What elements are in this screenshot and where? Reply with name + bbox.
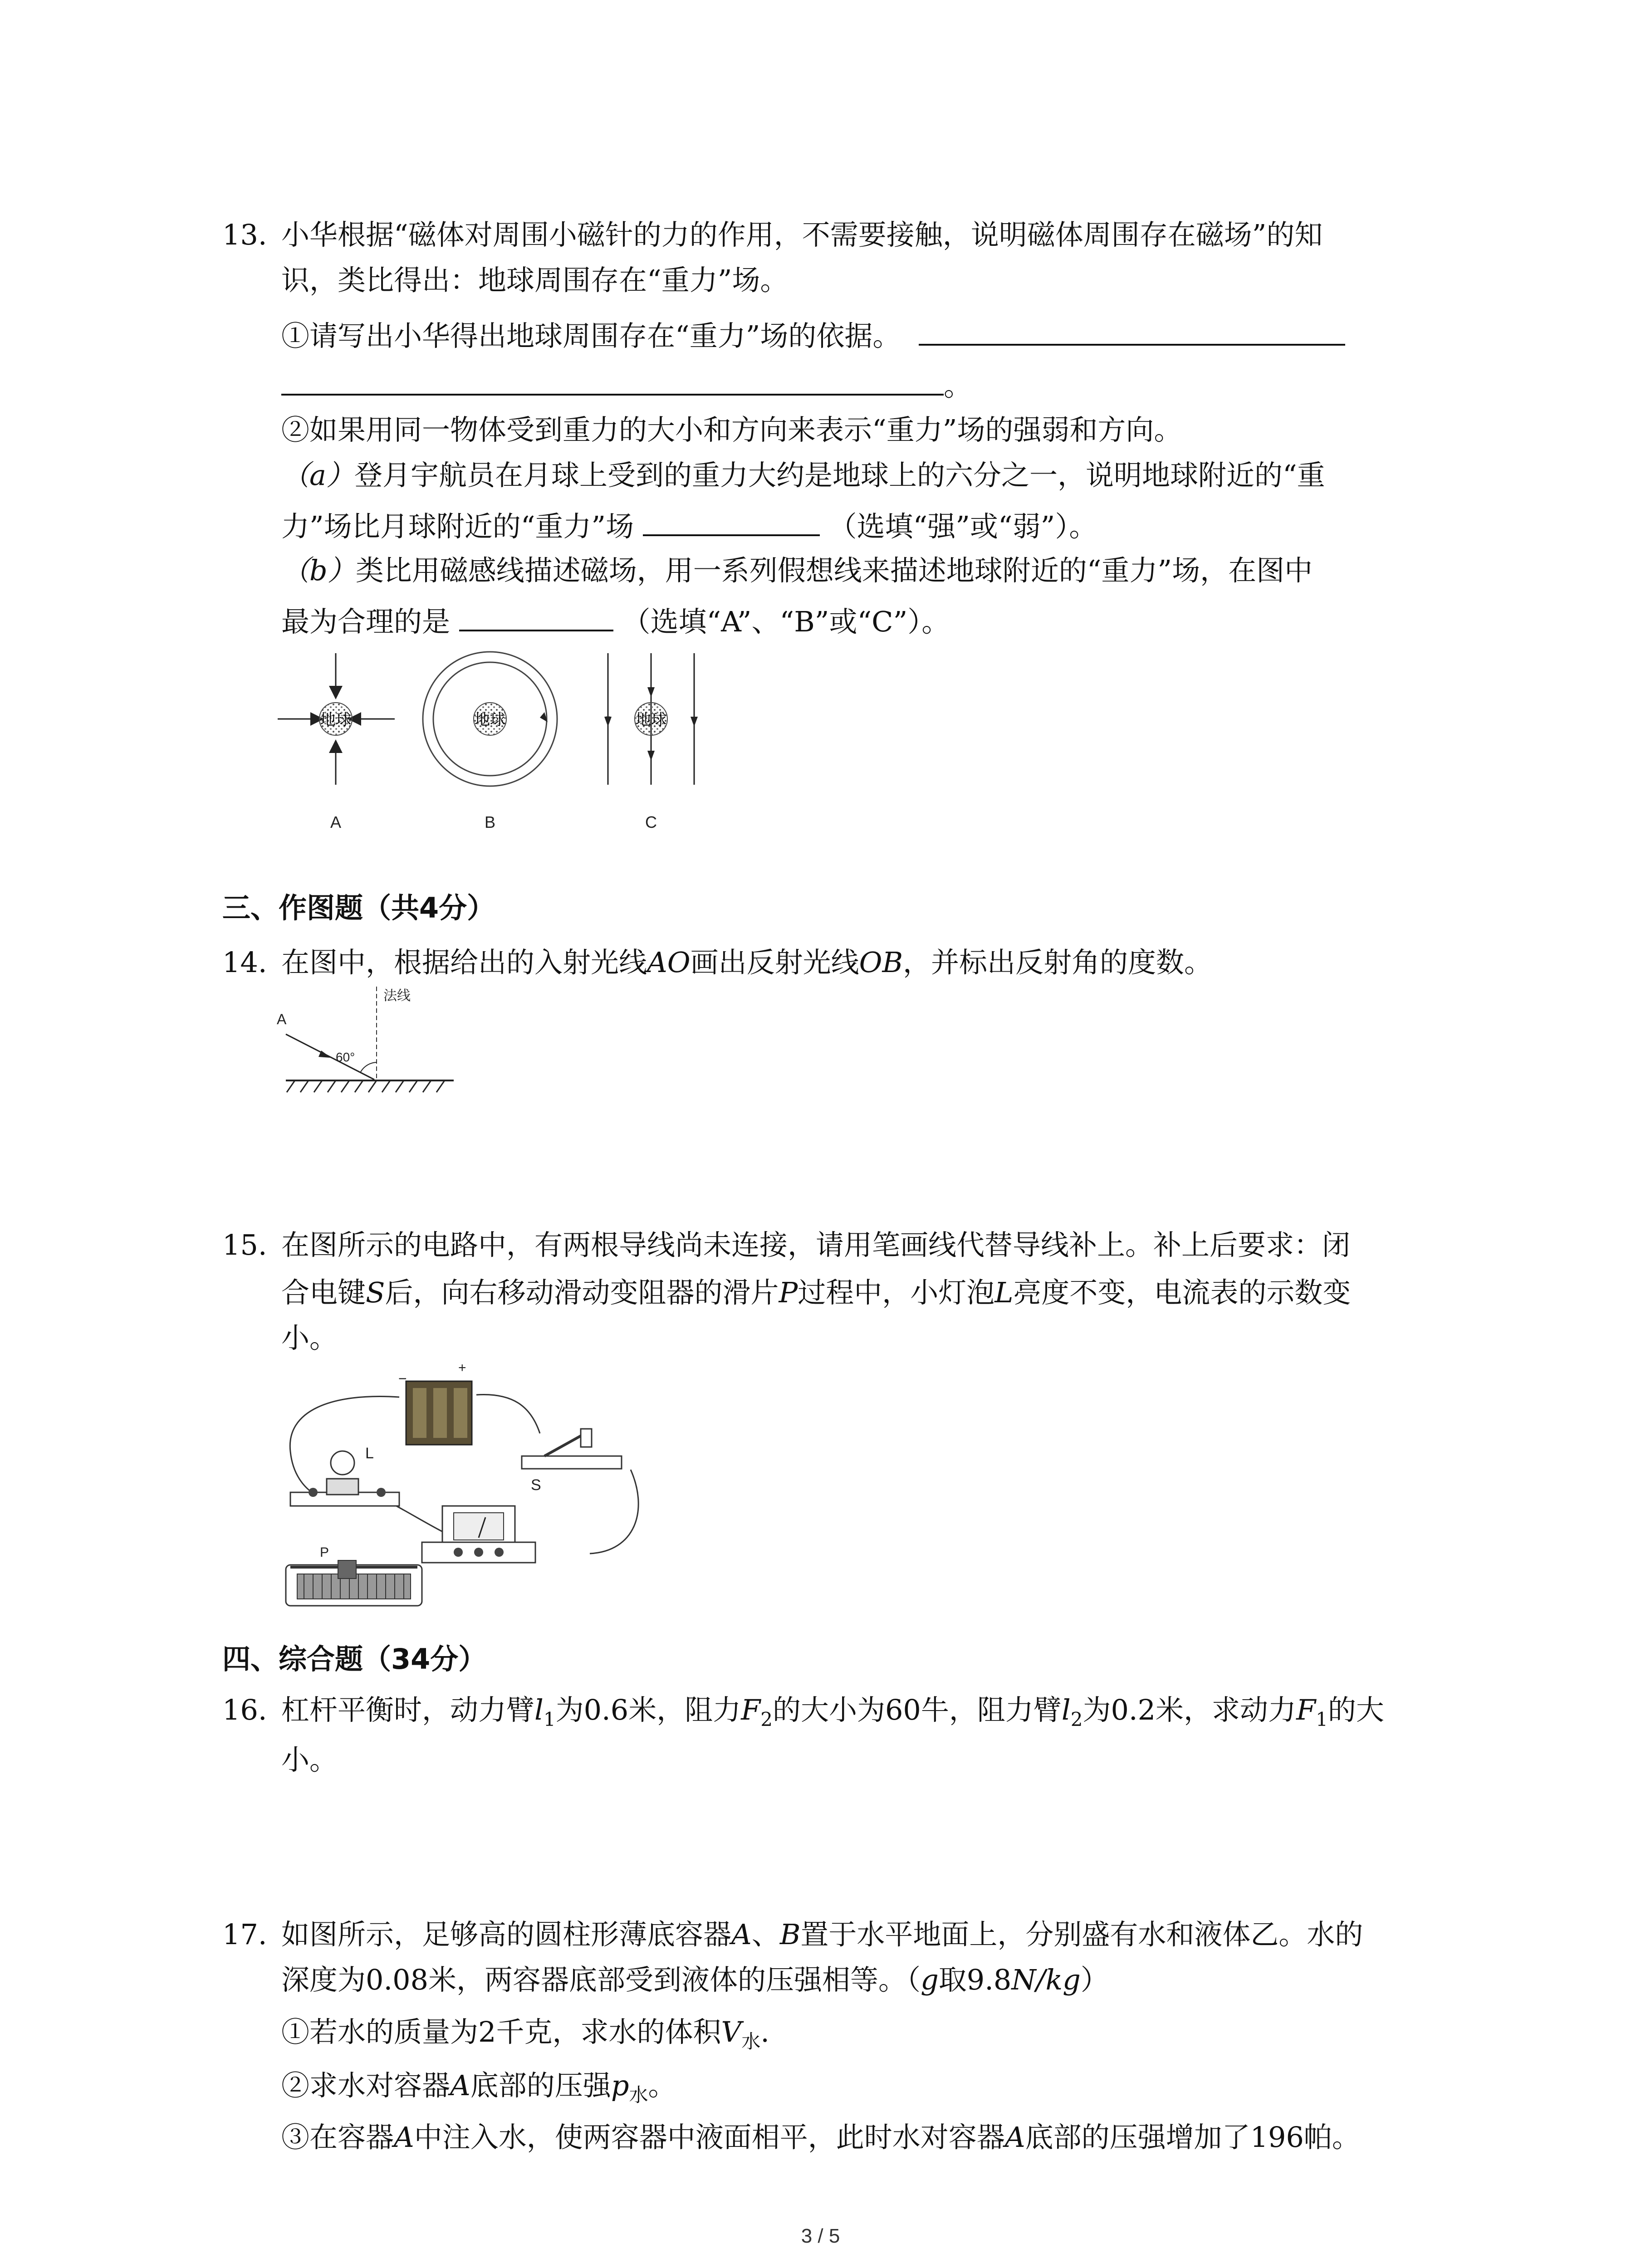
q16-t2: 为0.6米，阻力 — [555, 1693, 741, 1726]
rheostat — [286, 1545, 422, 1606]
q17-p3-text-b: 中注入水，使两容器中液面相平，此时水对容器 — [414, 2121, 1005, 2154]
q13-b-line2 — [281, 602, 950, 640]
q17-sep: 、 — [751, 1918, 780, 1951]
q16-l1: l — [534, 1693, 544, 1726]
q17-g: g — [921, 1963, 939, 1996]
q17-p1-text: ①若水的质量为2千克，求水的体积 — [281, 2015, 721, 2048]
q15-line2 — [281, 1275, 1351, 1311]
q13-b-text3: （选填“A”、“B”或“C”）。 — [622, 605, 950, 638]
q13-a-line2 — [281, 507, 1097, 545]
q17-p3-text-c: 底部的压强增加了196帕。 — [1025, 2121, 1360, 2154]
q15-s: S — [366, 1276, 385, 1309]
q15-number: 15. — [222, 1228, 267, 1261]
q16-t5: 的大 — [1327, 1693, 1384, 1726]
q13-answer-blank-1[interactable] — [919, 317, 1345, 346]
q16-t3: 的大小为60牛，阻力臂 — [772, 1693, 1062, 1726]
q17-part1 — [281, 2014, 769, 2060]
q13-b-answer-blank[interactable] — [459, 602, 613, 631]
q15-line2-a: 合电键 — [281, 1276, 366, 1309]
q13-b-line1 — [281, 552, 1313, 589]
normal-label: 法线 — [383, 988, 411, 1003]
figure-b — [423, 652, 557, 831]
q17-p2-text-b: 底部的压强 — [470, 2069, 611, 2102]
battery — [398, 1361, 472, 1445]
q14-text-post: ，并标出反射角的度数。 — [903, 946, 1213, 979]
q16-l2-sub: 2 — [1070, 1708, 1083, 1730]
switch — [522, 1429, 622, 1494]
q17-line1-a: 如图所示，足够高的圆柱形薄底容器 — [281, 1918, 732, 1951]
q17-line2-c: ） — [1080, 1963, 1109, 1996]
q17-line2-b: 取9.8 — [938, 1963, 1012, 1996]
q17-line1-b: 置于水平地面上，分别盛有水和液体乙。水的 — [800, 1918, 1363, 1951]
q16-number: 16. — [222, 1693, 267, 1726]
figure-c — [604, 653, 698, 831]
q13-b-label: （b） — [281, 554, 356, 587]
q16-f2: F — [741, 1693, 761, 1726]
q13-part1 — [281, 317, 1345, 354]
q13-part2: ②如果用同一物体受到重力的大小和方向来表示“重力”场的强弱和方向。 — [281, 413, 1182, 446]
q17-p1-end: . — [760, 2015, 769, 2048]
q14-ob: OB — [859, 946, 903, 979]
q13-number: 13. — [222, 218, 267, 251]
q17-p3-a2: A — [1004, 2121, 1025, 2154]
q14-text-mid: 画出反射光线 — [690, 946, 859, 979]
q13-text-line2: 识，类比得出：地球周围存在“重力”场。 — [281, 264, 789, 297]
q14-number: 14. — [222, 946, 267, 979]
slider-label: P — [320, 1545, 329, 1560]
q16-f1: F — [1296, 1693, 1316, 1726]
q15-line2-b: 后，向右移动滑动变阻器的滑片 — [385, 1276, 779, 1309]
q17-unit: N/kg — [1011, 1963, 1081, 1996]
earth-label-b: 地球 — [475, 711, 505, 728]
q14-ao: AO — [647, 946, 691, 979]
section-3-title: 三、作图题（共4分） — [222, 891, 495, 924]
battery-minus: − — [398, 1370, 407, 1387]
q15-p: P — [779, 1276, 798, 1309]
q15-line3: 小。 — [281, 1321, 338, 1354]
q16-f2-sub: 2 — [760, 1708, 773, 1730]
q14-text — [281, 944, 1212, 981]
figure-label-c: C — [645, 813, 657, 831]
point-a-label: A — [277, 1011, 287, 1027]
q13-a-text1: 登月宇航员在月球上受到的重力大约是地球上的六分之一，说明地球附近的“重 — [354, 459, 1325, 492]
q17-pw: p — [611, 2069, 629, 2102]
q17-line2-a: 深度为0.08米，两容器底部受到液体的压强相等。（ — [281, 1963, 921, 1996]
q17-container-a: A — [731, 1918, 752, 1951]
q16-l1-sub: 1 — [543, 1708, 556, 1730]
q13-part1-end: 。 — [944, 369, 972, 402]
q13-a-label: （a） — [281, 459, 354, 492]
q17-line2 — [281, 1962, 1109, 1998]
q16-t1: 杠杆平衡时，动力臂 — [281, 1693, 535, 1726]
q17-p2-end: 。 — [648, 2069, 676, 2102]
q13-part1-text: ①请写出小华得出地球周围存在“重力”场的依据。 — [281, 319, 901, 352]
q15-line2-c: 过程中，小灯泡 — [798, 1276, 995, 1309]
q17-p3-a1: A — [394, 2121, 414, 2154]
q17-p2-a: A — [450, 2069, 470, 2102]
section-4-title: 四、综合题（34分） — [222, 1642, 487, 1676]
q16-l2: l — [1061, 1693, 1071, 1726]
angle-label: 60° — [336, 1050, 355, 1064]
q13-b-text1: 类比用磁感线描述磁场，用一系列假想线来描述地球附近的“重力”场，在图中 — [355, 554, 1313, 587]
figure-label-b: B — [484, 813, 496, 831]
q13-a-line1 — [281, 457, 1325, 494]
q17-line1 — [281, 1916, 1363, 1953]
q13-part1-cont — [281, 367, 972, 404]
q17-v-sub: 水 — [741, 2030, 761, 2053]
q13-gravity-field-figure — [272, 649, 726, 839]
q16-line2: 小。 — [281, 1743, 338, 1776]
q13-answer-blank-2[interactable] — [281, 367, 944, 396]
q17-container-b: B — [779, 1918, 801, 1951]
q17-number: 17. — [222, 1918, 267, 1951]
earth-label-c: 地球 — [636, 711, 666, 728]
q13-a-text3: （选填“强”或“弱”）。 — [828, 510, 1097, 543]
q17-pw-sub: 水 — [629, 2084, 648, 2106]
q15-l: L — [994, 1276, 1014, 1309]
q15-circuit-figure — [277, 1361, 685, 1619]
q13-b-text2: 最为合理的是 — [281, 605, 451, 638]
earth-label-a: 地球 — [320, 711, 351, 728]
q17-p3-text-a: ③在容器 — [281, 2121, 394, 2154]
q16-f1-sub: 1 — [1316, 1708, 1328, 1730]
figure-label-a: A — [330, 813, 342, 831]
q13-a-answer-blank[interactable] — [643, 507, 820, 536]
q16-t4: 为0.2米，求动力 — [1083, 1693, 1297, 1726]
q13-a-text2: 力”场比月球附近的“重力”场 — [281, 510, 634, 543]
q14-text-pre: 在图中，根据给出的入射光线 — [281, 946, 647, 979]
lamp — [290, 1445, 399, 1506]
q15-line1: 在图所示的电路中，有两根导线尚未连接，请用笔画线代替导线补上。补上后要求：闭 — [281, 1228, 1351, 1261]
incident-ray — [286, 1034, 374, 1080]
switch-label: S — [531, 1476, 541, 1494]
q17-part2 — [281, 2068, 676, 2113]
q14-reflection-figure — [272, 984, 463, 1102]
q17-p2-text: ②求水对容器 — [281, 2069, 451, 2102]
lamp-label: L — [365, 1445, 374, 1462]
figure-a — [278, 653, 395, 831]
battery-plus: + — [458, 1361, 466, 1375]
q13-text-line1: 小华根据“磁体对周围小磁针的力的作用，不需要接触，说明磁体周围存在磁场”的知 — [281, 218, 1323, 251]
q16-line1 — [281, 1692, 1384, 1738]
q17-part3 — [281, 2119, 1360, 2156]
q15-line2-d: 亮度不变，电流表的示数变 — [1013, 1276, 1351, 1309]
ammeter — [422, 1506, 535, 1563]
page-number: 3 / 5 — [801, 2225, 840, 2247]
q17-v: V — [721, 2015, 742, 2048]
